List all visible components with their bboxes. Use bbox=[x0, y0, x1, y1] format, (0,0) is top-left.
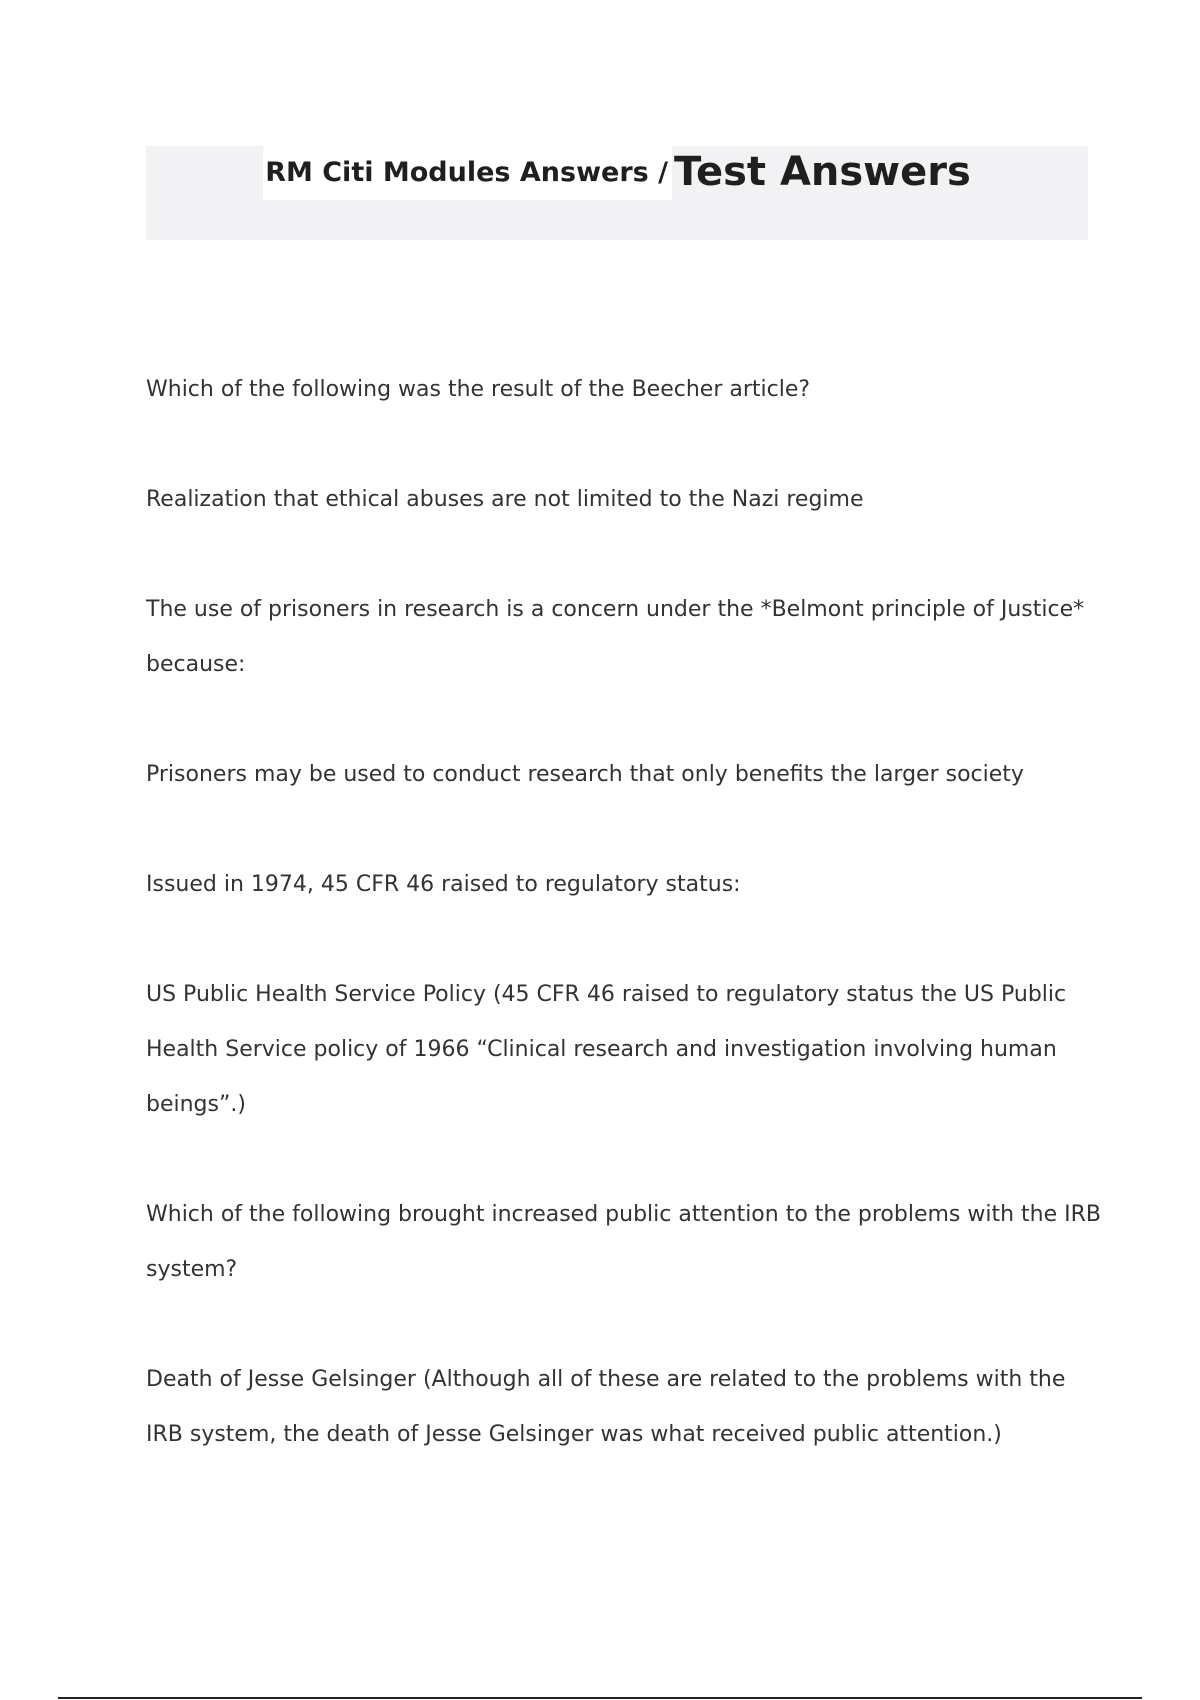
question-3: Issued in 1974, 45 CFR 46 raised to regulatory status: bbox=[146, 872, 741, 897]
answer-2: Prisoners may be used to conduct research that only benefits the larger society bbox=[146, 762, 1024, 787]
title-course-name: RM Citi Modules Answers / bbox=[263, 146, 672, 200]
answer-4: Death of Jesse Gelsinger (Although all of these are related to the problems with the IRB system, the death of Jesse Gelsinger was what received public attention.) bbox=[146, 1367, 1066, 1447]
document-body bbox=[146, 362, 1106, 1517]
answer-3: US Public Health Service Policy (45 CFR 46 raised to regulatory status the US Public Health Service policy of 1966 “Clinical research and investigation involving human beings”.) bbox=[146, 982, 1067, 1117]
question-2: The use of prisoners in research is a concern under the *Belmont principle of Justice* because: bbox=[146, 597, 1085, 677]
question-4: Which of the following brought increased public attention to the problems with the IRB system? bbox=[146, 1202, 1102, 1282]
footer-divider bbox=[58, 1697, 1142, 1699]
title-test-answers: Test Answers bbox=[673, 149, 971, 195]
question-1: Which of the following was the result of the Beecher article? bbox=[146, 377, 811, 402]
answer-1: Realization that ethical abuses are not limited to the Nazi regime bbox=[146, 487, 864, 512]
page-title bbox=[146, 146, 1088, 200]
document-header bbox=[146, 146, 1088, 240]
